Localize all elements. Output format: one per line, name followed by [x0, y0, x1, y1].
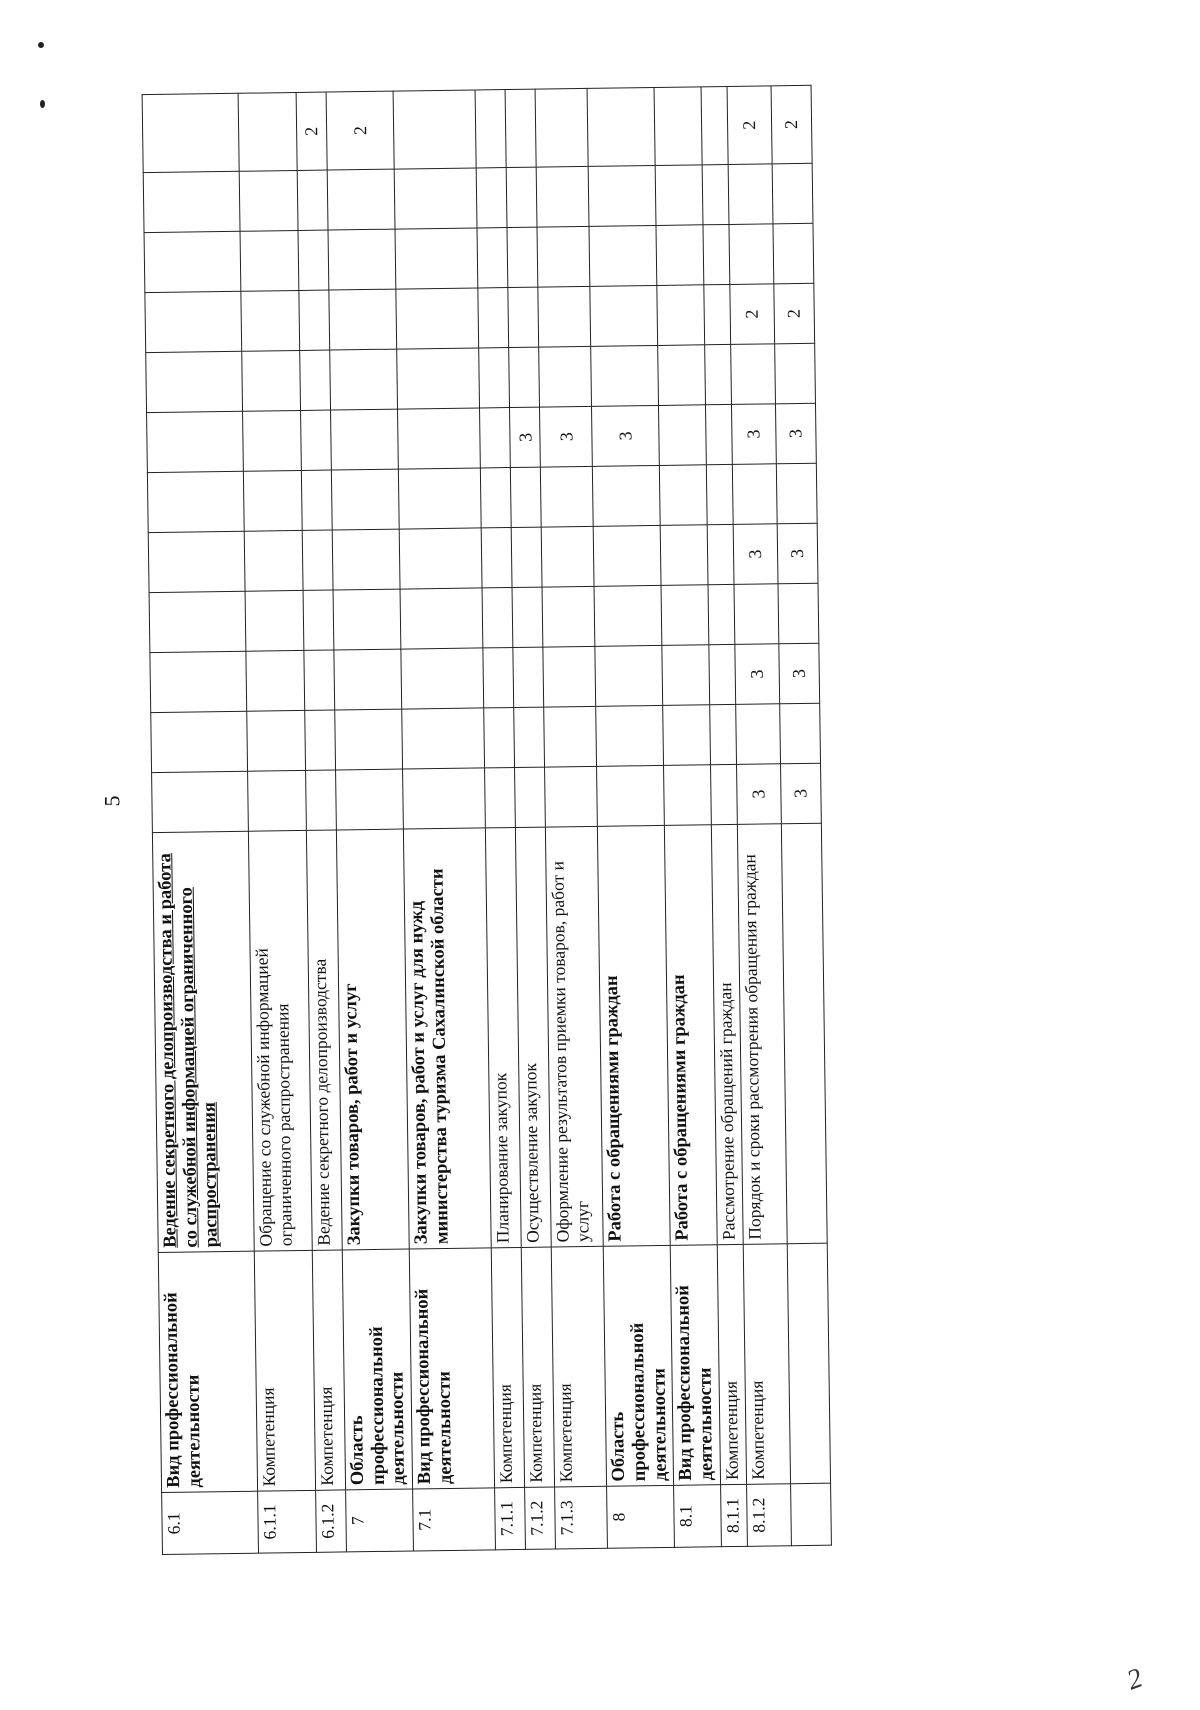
row-type: Компетенция: [521, 1247, 554, 1487]
row-topic: [781, 823, 827, 1244]
rating-cell: 2: [774, 283, 815, 344]
row-topic-text: Закупки товаров, работ и услуг: [341, 983, 365, 1246]
rating-cell: [483, 648, 514, 708]
row-number: 7: [346, 1489, 414, 1552]
rating-cell: [778, 583, 819, 644]
rating-cell: [662, 645, 709, 706]
rating-cell: [734, 584, 779, 645]
rating-cell: [304, 650, 335, 710]
rating-cell: [710, 764, 737, 824]
row-topic: [665, 825, 717, 1246]
rating-cell: [332, 529, 400, 590]
rating-cell: [656, 225, 703, 286]
row-number: 8.1.2: [746, 1484, 791, 1547]
rating-cell: [730, 344, 775, 405]
corner-handwritten-mark: 2: [1122, 1662, 1147, 1697]
rating-cell: [303, 590, 334, 650]
competency-grid: [142, 85, 832, 1555]
rating-cell: [146, 351, 243, 412]
row-topic-text: Осуществление закупок: [520, 1062, 543, 1243]
row-topic: [336, 829, 409, 1250]
row-topic: [598, 825, 671, 1246]
rating-cell: [334, 649, 402, 710]
rating-cell: [514, 707, 545, 767]
rating-cell: [475, 90, 506, 168]
rating-cell: [244, 530, 303, 591]
row-topic-text: Работа с обращениями граждан: [602, 975, 626, 1242]
rating-cell: [538, 286, 591, 347]
rating-cell: [707, 524, 734, 584]
rating-cell: [704, 284, 731, 344]
rating-cell: 3: [731, 404, 776, 465]
rating-cell: [479, 348, 510, 408]
row-number: 8: [607, 1485, 675, 1548]
rating-cell: 3: [733, 524, 778, 585]
rating-cell: [243, 410, 302, 471]
rating-cell: [305, 710, 336, 770]
rating-cell: [773, 223, 814, 284]
rating-cell: [476, 168, 507, 228]
rating-cell: [706, 464, 733, 524]
rating-cell: [506, 167, 537, 227]
row-type: Компетенция: [254, 1250, 315, 1491]
rating-cell: [297, 170, 328, 230]
row-number: 6.1.2: [316, 1490, 347, 1552]
rating-cell: [331, 469, 399, 530]
rating-cell: [661, 585, 708, 646]
row-type: Компетенция: [491, 1247, 524, 1487]
row-number: 7.1: [413, 1488, 496, 1551]
rating-cell: [596, 705, 664, 766]
rating-cell: [336, 769, 404, 830]
scan-speck: [40, 100, 45, 108]
row-type: Вид профессиональной деятельности: [671, 1245, 721, 1486]
rating-cell: [728, 164, 773, 225]
rating-cell: 2: [326, 91, 394, 170]
rating-cell: [329, 289, 397, 350]
rating-cell: [536, 166, 589, 227]
rating-cell: 2: [296, 92, 327, 170]
rating-cell: [147, 471, 244, 532]
rating-cell: [703, 224, 730, 284]
rating-cell: [772, 163, 813, 224]
rating-cell: [659, 405, 706, 466]
rating-cell: [541, 526, 594, 587]
rating-cell: [507, 227, 538, 287]
rating-cell: 3: [775, 403, 816, 464]
row-topic-text: Работа с обращениями граждан: [669, 974, 693, 1241]
rating-cell: [591, 345, 659, 406]
rating-cell: [151, 711, 248, 772]
rating-cell: 2: [727, 86, 772, 165]
row-type: Компетенция: [312, 1250, 345, 1490]
rating-cell: [657, 285, 704, 346]
rating-cell: [143, 171, 240, 232]
row-type: Компетенция: [743, 1244, 790, 1485]
rating-cell: [477, 228, 508, 288]
competency-table: [142, 107, 811, 1555]
row-topic-text: Планирование закупок: [490, 1072, 513, 1244]
rating-cell: [299, 290, 330, 350]
rating-cell: [301, 410, 332, 470]
rating-cell: [335, 709, 403, 770]
rating-cell: [709, 704, 736, 764]
rating-cell: 3: [510, 407, 541, 467]
rating-cell: [658, 345, 705, 406]
row-type: Вид профессиональной деятельности: [409, 1248, 494, 1489]
row-number: 7.1.1: [495, 1487, 526, 1549]
rating-cell: [655, 165, 702, 226]
rating-cell: [512, 587, 543, 647]
rating-cell: [485, 767, 516, 827]
rating-cell: [478, 288, 509, 348]
rating-cell: [397, 348, 480, 409]
rating-cell: [705, 404, 732, 464]
rating-cell: [515, 767, 546, 827]
rating-cell: 3: [779, 643, 820, 704]
rating-cell: [588, 165, 656, 226]
rating-cell: [539, 346, 592, 407]
rating-cell: [327, 169, 395, 230]
row-topic: [152, 831, 254, 1252]
page-number: 5: [99, 795, 125, 807]
rating-cell: 3: [735, 644, 780, 705]
scan-speck: [38, 42, 44, 48]
row-type: Вид профессиональной деятельности: [158, 1251, 257, 1492]
rating-cell: [328, 229, 396, 290]
rating-cell: [702, 164, 729, 224]
rating-cell: [509, 347, 540, 407]
row-number: 6.1: [162, 1491, 259, 1554]
rating-cell: [147, 411, 244, 472]
row-topic-text: Ведение секретного делопроизводства: [309, 958, 334, 1246]
rating-cell: [150, 651, 247, 712]
rating-cell: [543, 646, 596, 707]
rating-cell: [300, 350, 331, 410]
rating-cell: [393, 90, 476, 169]
rating-cell: [145, 291, 242, 352]
row-topic-text: Закупки товаров, работ и услуг для нужд министерства туризма Сахалинской области: [407, 868, 453, 1245]
rating-cell: [541, 466, 594, 527]
row-topic: [248, 830, 312, 1251]
rating-cell: [331, 409, 399, 470]
row-number: 7.1.3: [555, 1486, 608, 1549]
rating-cell: [735, 704, 780, 765]
row-number: 6.1.1: [258, 1490, 317, 1553]
row-number: 7.1.2: [525, 1487, 556, 1549]
rating-cell: [149, 591, 246, 652]
row-type: Компетенция: [717, 1244, 746, 1484]
rating-cell: [663, 705, 710, 766]
rating-cell: [481, 528, 512, 588]
rating-cell: [246, 650, 305, 711]
rating-cell: [481, 468, 512, 528]
rating-cell: [779, 703, 820, 764]
rating-cell: [400, 588, 483, 649]
row-type: Компетенция: [551, 1246, 606, 1487]
row-topic-text: Обращение со служебной информацией ограниченного распространения: [251, 948, 296, 1247]
rating-cell: [298, 230, 329, 290]
rating-cell: 3: [777, 523, 818, 584]
rating-cell: 3: [736, 764, 781, 825]
rating-cell: [240, 230, 299, 291]
rating-cell: [144, 231, 241, 292]
rating-cell: 3: [780, 763, 821, 824]
rating-cell: [238, 92, 297, 171]
row-topic: [737, 824, 787, 1245]
rating-cell: [708, 584, 735, 644]
rating-cell: [247, 710, 306, 771]
rating-cell: [776, 463, 817, 524]
row-topic-text: Оформление результатов приемки товаров, работ и услуг: [547, 860, 593, 1243]
rating-cell: [484, 708, 515, 768]
rating-cell: [399, 468, 482, 529]
rating-cell: 2: [771, 85, 812, 164]
row-topic: [404, 828, 492, 1249]
rating-cell: [595, 645, 663, 706]
rating-cell: [142, 93, 239, 172]
rating-cell: [537, 226, 590, 287]
rating-cell: 2: [730, 284, 775, 345]
row-topic-text: Порядок и сроки рассмотрения обращения граждан: [739, 854, 765, 1240]
rating-cell: [593, 525, 661, 586]
rating-cell: [542, 586, 595, 647]
rating-cell: [513, 647, 544, 707]
rating-cell: 3: [592, 405, 660, 466]
rating-cell: [511, 527, 542, 587]
rating-cell: [242, 350, 301, 411]
rating-cell: [729, 224, 774, 285]
rating-cell: [704, 344, 731, 404]
row-type: Область профессиональной деятельности: [603, 1245, 674, 1486]
rating-cell: [732, 464, 777, 525]
row-number: 8.1.1: [720, 1484, 747, 1546]
rating-cell: [398, 408, 481, 469]
rating-cell: [597, 765, 665, 826]
rating-cell: [709, 644, 736, 704]
rating-cell: [152, 771, 249, 832]
rating-cell: [394, 168, 477, 229]
row-topic-text: Рассмотрение обращений граждан: [714, 982, 739, 1241]
row-type: [787, 1243, 830, 1484]
rating-cell: [589, 225, 657, 286]
rating-cell: [396, 288, 479, 349]
row-topic-text: Ведение секретного делопроизводства и работа со служебной информацией ограниченного распространения: [155, 853, 223, 1248]
rating-cell: [587, 87, 655, 166]
rating-cell: [302, 530, 333, 590]
rating-cell: [774, 343, 815, 404]
rating-cell: [333, 589, 401, 650]
rating-cell: [592, 465, 660, 526]
rating-cell: [245, 590, 304, 651]
row-number: [790, 1483, 831, 1546]
rating-cell: [545, 766, 598, 827]
rating-cell: [594, 585, 662, 646]
rating-cell: [590, 285, 658, 346]
rating-cell: [654, 87, 702, 166]
rating-cell: [241, 290, 300, 351]
rating-cell: [399, 528, 482, 589]
rating-cell: [402, 708, 485, 769]
rating-cell: [330, 349, 398, 410]
rating-cell: [535, 88, 588, 167]
rating-cell: [482, 588, 513, 648]
rating-cell: [544, 706, 597, 767]
rating-cell: [148, 531, 245, 592]
rating-cell: [243, 470, 302, 531]
rating-cell: [701, 86, 728, 164]
rating-cell: [660, 465, 707, 526]
rating-cell: [306, 770, 337, 830]
rating-cell: [239, 170, 298, 231]
rating-cell: 3: [540, 406, 593, 467]
rating-cell: [511, 467, 542, 527]
rating-cell: [248, 770, 307, 831]
rating-cell: [664, 765, 711, 826]
rating-cell: [508, 287, 539, 347]
rating-cell: [403, 768, 486, 829]
row-number: 8.1: [674, 1485, 721, 1548]
rating-cell: [660, 525, 707, 586]
row-type: Область профессиональной деятельности: [342, 1249, 413, 1490]
rating-cell: [505, 89, 536, 167]
rating-cell: [395, 228, 478, 289]
rating-cell: [301, 470, 332, 530]
rating-cell: [401, 648, 484, 709]
rating-cell: [480, 408, 511, 468]
row-topic: [546, 826, 604, 1247]
